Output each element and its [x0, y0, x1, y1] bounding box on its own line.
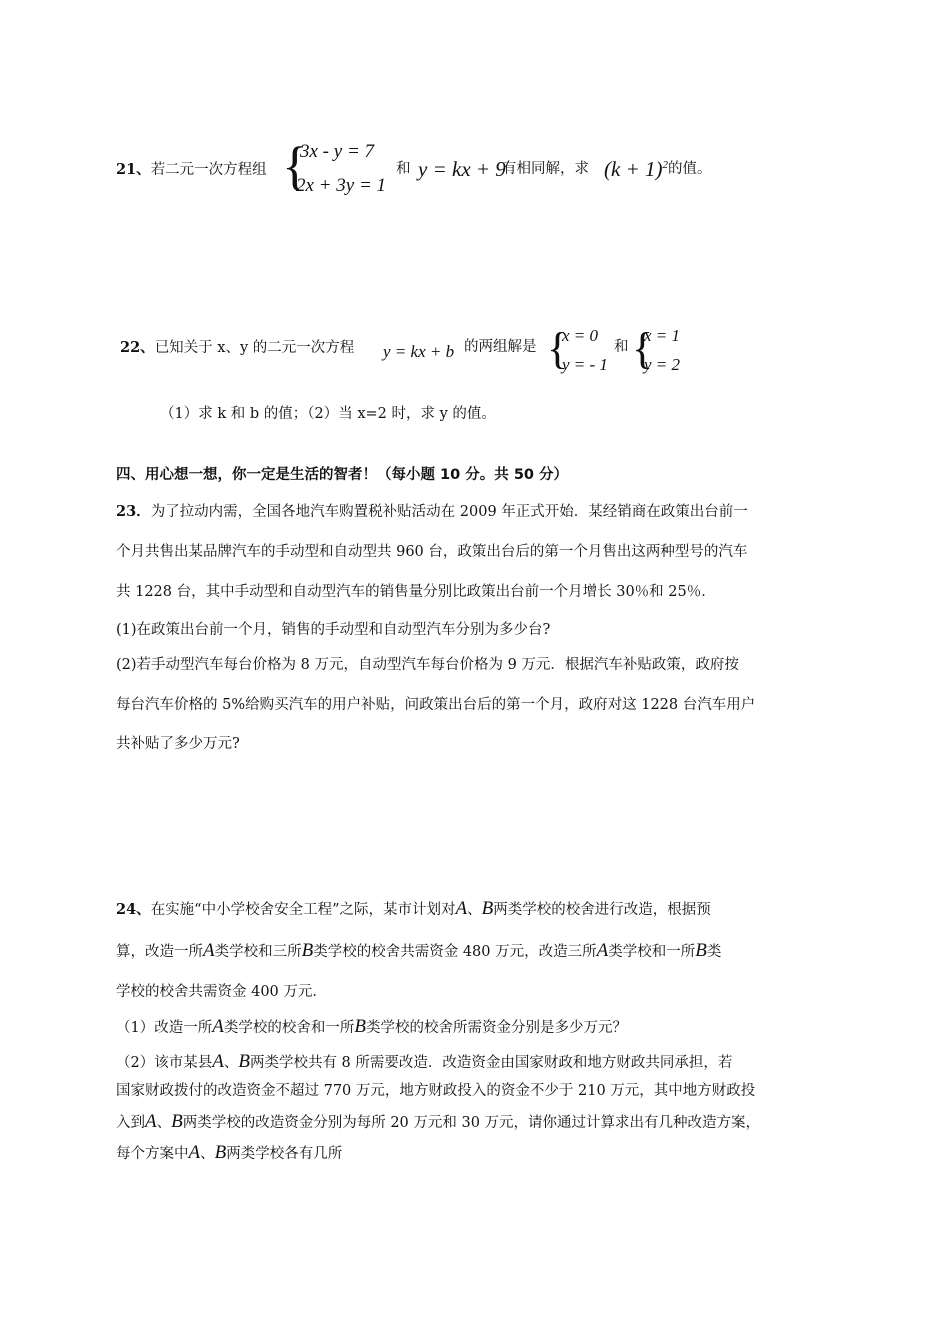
- q24-line-3: 学校的校舍共需资金 400 万元．: [116, 984, 327, 1000]
- letter-a: A: [455, 898, 468, 919]
- letter-b: B: [695, 940, 707, 961]
- text: 在实施“中小学校舍安全工程”之际，某市计划对: [150, 902, 456, 918]
- letter-b: B: [481, 898, 494, 919]
- text: 两类学校共有 8 所需要改造．改造资金由国家财政和地方财政共同承担，若: [249, 1055, 733, 1071]
- sub-questions: （1）求 k 和 b 的值；（2）当 x=2 时，求 y 的值。: [160, 406, 496, 422]
- question-number: 22、: [120, 339, 155, 356]
- expression: [604, 157, 668, 182]
- question-text: 若二元一次方程组: [150, 162, 267, 178]
- text: 算，改造一所: [116, 944, 203, 960]
- question-number: 21、: [116, 161, 151, 178]
- letter-b: B: [354, 1016, 366, 1037]
- text: 类学校的校舍所需资金分别是多少万元？: [365, 1020, 627, 1036]
- q23-line-5: (2)若手动型汽车每台价格为 8 万元，自动型汽车每台价格为 9 万元．根据汽车补贴政策，政府按: [116, 657, 739, 673]
- letter-b: B: [214, 1142, 227, 1163]
- question-21: [116, 161, 267, 179]
- text: 入到: [116, 1115, 145, 1131]
- question-text-and: 和: [396, 161, 411, 177]
- letter-a: A: [188, 1142, 201, 1163]
- q24-line-1: [116, 898, 711, 921]
- solution-brace-2: {: [632, 324, 654, 373]
- system-brace: {: [282, 136, 308, 196]
- question-text: 为了拉动内需，全国各地汽车购置税补贴活动在 2009 年正式开始．某经销商在政策出台前一: [150, 504, 748, 520]
- letter-b: B: [171, 1111, 183, 1132]
- q24-line-4: [116, 1016, 627, 1039]
- letter-a: A: [596, 940, 609, 961]
- solution-1-y: y = - 1: [562, 355, 608, 374]
- letter-a: A: [212, 1016, 224, 1037]
- letter-b: B: [238, 1051, 250, 1072]
- text: 两类学校的改造资金分别为每所 20 万元和 30 万元，请你通过计算求出有几种改造方案，: [182, 1115, 761, 1131]
- q24-line-7: [116, 1111, 760, 1134]
- text: 两类学校各有几所: [226, 1146, 343, 1162]
- solution-1-x: x = 0: [562, 326, 599, 345]
- equation-3: y = kx + 9: [418, 157, 506, 181]
- q24-line-8: [116, 1142, 342, 1165]
- text: 、: [467, 902, 482, 918]
- q24-line-2: [116, 940, 721, 963]
- q24-line-6: 国家财政拨付的改造资金不超过 770 万元，地方财政投入的资金不少于 210 万元，其中地方财政投: [116, 1083, 756, 1099]
- q23-line-1: [116, 503, 748, 521]
- text: 、: [200, 1146, 215, 1162]
- text: 每个方案中: [116, 1146, 189, 1162]
- question-text: 的两组解是: [464, 339, 537, 355]
- question-text: 的值。: [668, 161, 712, 177]
- question-text: 已知关于 x、y 的二元一次方程: [154, 340, 355, 356]
- text: 类学校和一所: [608, 944, 696, 960]
- text: 、: [156, 1115, 172, 1131]
- text: （2）该市某县: [116, 1055, 213, 1071]
- expression-exponent: 2: [662, 159, 668, 171]
- text: 类学校的校舍共需资金 480 万元，改造三所: [313, 944, 597, 960]
- question-text: 有相同解，求: [502, 161, 589, 177]
- letter-a: A: [212, 1051, 224, 1072]
- q23-line-4: (1)在政策出台前一个月，销售的手动型和自动型汽车分别为多少台?: [116, 622, 551, 638]
- solution-2-y: y = 2: [644, 355, 681, 374]
- solution-brace-1: {: [547, 324, 569, 373]
- q23-line-2: 个月共售出某品牌汽车的手动型和自动型共 960 台，政策出台后的第一个月售出这两种型号的汽车: [116, 544, 748, 560]
- question-number: 23．: [116, 503, 151, 520]
- expression-base: (k + 1): [604, 157, 663, 181]
- text: 类学校的校舍和一所: [223, 1020, 355, 1036]
- question-22: [120, 339, 354, 357]
- q23-line-6: 每台汽车价格的 5%给购买汽车的用户补贴，问政策出台后的第一个月，政府对这 1228 台汽车用户: [116, 697, 756, 713]
- equation: y = kx + b: [383, 342, 455, 361]
- question-text-and: 和: [614, 339, 629, 355]
- q23-line-3: 共 1228 台，其中手动型和自动型汽车的销售量分别比政策出台前一个月增长 30％和 25％．: [116, 584, 716, 600]
- letter-a: A: [203, 940, 215, 961]
- text: 类: [706, 944, 722, 960]
- text: （1）改造一所: [116, 1020, 213, 1036]
- equation-1: 3x - y = 7: [300, 141, 375, 162]
- letter-b: B: [301, 940, 314, 961]
- equation-2: 2x + 3y = 1: [296, 175, 387, 196]
- question-number: 24、: [116, 901, 151, 918]
- letter-a: A: [145, 1111, 157, 1132]
- text: 、: [223, 1055, 239, 1071]
- section-heading: 四、用心想一想，你一定是生活的智者！（每小题 10 分。共 50 分）: [116, 467, 569, 483]
- q24-line-5: [116, 1051, 732, 1074]
- solution-2-x: x = 1: [644, 326, 681, 345]
- text: 类学校和三所: [214, 944, 302, 960]
- text: 两类学校的校舍进行改造，根据预: [493, 902, 711, 918]
- q23-line-7: 共补贴了多少万元?: [116, 736, 240, 752]
